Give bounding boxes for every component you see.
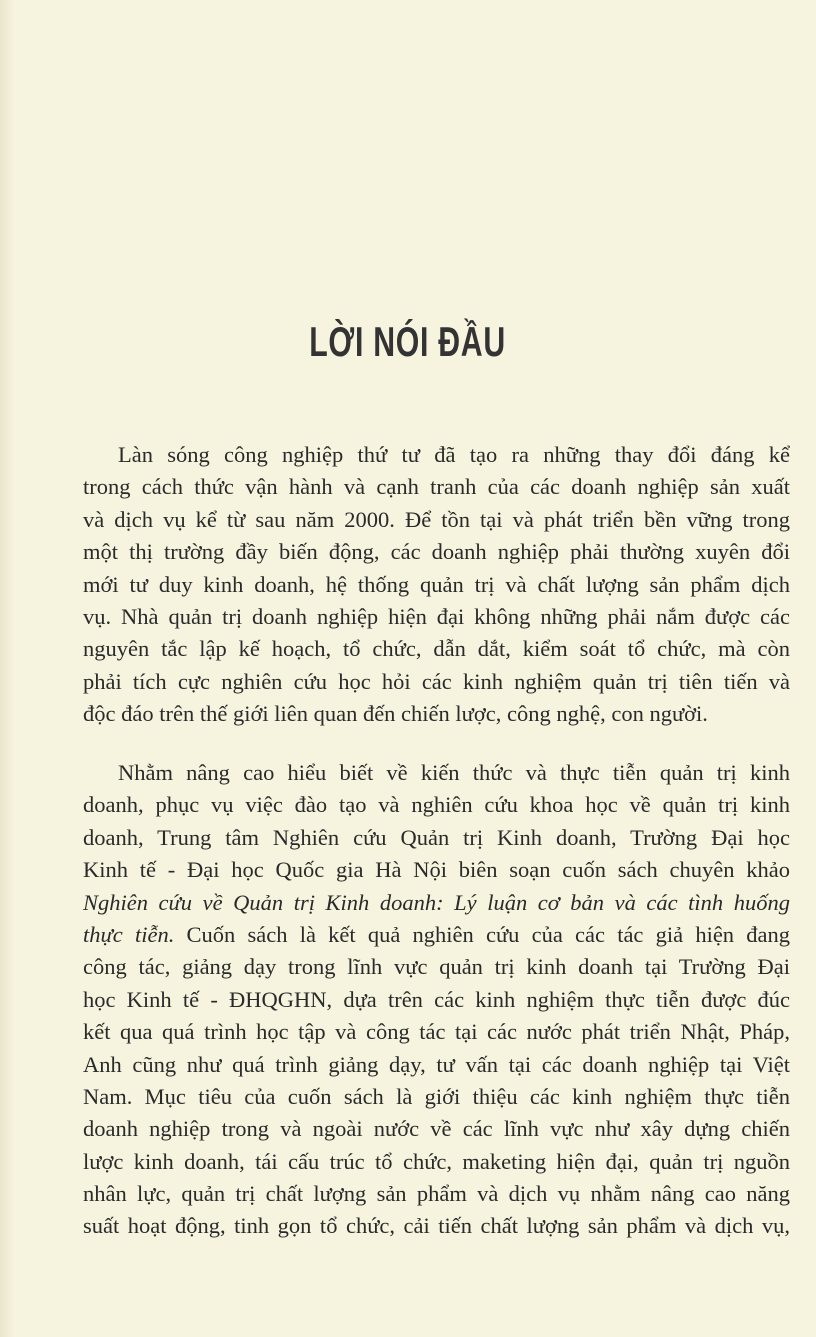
page-gutter-shadow [0, 0, 14, 1337]
text-line: suất hoạt động, tinh gọn tổ chức, cải tiến chất lượng sản phẩm và dịch vụ, [83, 1213, 790, 1239]
text-line: phải tích cực nghiên cứu học hỏi các kinh nghiệm quản trị tiên tiến và [83, 668, 790, 694]
text-line: công tác, giảng dạy trong lĩnh vực quản trị kinh doanh tại Trường Đại [83, 954, 790, 980]
text-line: nhân lực, quản trị chất lượng sản phẩm và dịch vụ nhằm nâng cao năng [83, 1181, 790, 1207]
text-line: doanh, phục vụ việc đào tạo và nghiên cứu khoa học về quản trị kinh [83, 792, 790, 818]
text-line: một thị trường đầy biến động, các doanh nghiệp phải thường xuyên đổi [83, 539, 790, 565]
text-line: Nam. Mục tiêu của cuốn sách là giới thiệu các kinh nghiệm thực tiễn [83, 1083, 790, 1109]
text-line: trong cách thức vận hành và cạnh tranh của các doanh nghiệp sản xuất [83, 474, 790, 500]
text-line: và dịch vụ kể từ sau năm 2000. Để tồn tại và phát triển bền vững trong [83, 506, 790, 532]
text-line: mới tư duy kinh doanh, hệ thống quản trị và chất lượng sản phẩm dịch [83, 571, 790, 597]
text-line: doanh nghiệp trong và ngoài nước về các lĩnh vực như xây dựng chiến [83, 1116, 790, 1142]
text-line: học Kinh tế - ĐHQGHN, dựa trên các kinh nghiệm thực tiễn được đúc [83, 986, 790, 1012]
text-line: thực tiễn. Cuốn sách là kết quả nghiên cứu của các tác giả hiện đang [83, 921, 791, 947]
text-line: Anh cũng như quá trình giảng dạy, tư vấn tại các doanh nghiệp tại Việt [83, 1051, 790, 1077]
text-line: doanh, Trung tâm Nghiên cứu Quản trị Kinh doanh, Trường Đại học [83, 824, 790, 850]
text-line: kết qua quá trình học tập và công tác tại các nước phát triển Nhật, Pháp, [83, 1019, 790, 1045]
text-line: Nhằm nâng cao hiểu biết về kiến thức và thực tiễn quản trị kinh [118, 760, 790, 785]
text-line: vụ. Nhà quản trị doanh nghiệp hiện đại không những phải nắm được các [83, 603, 790, 629]
text-line: nguyên tắc lập kế hoạch, tổ chức, dẫn dắt, kiểm soát tổ chức, mà còn [83, 636, 790, 662]
book-title-italic: Nghiên cứu về Quản trị Kinh doanh: Lý luận cơ bản và các tình huống [83, 889, 790, 915]
text-line [83, 887, 790, 919]
paragraph-1 [83, 439, 790, 731]
text-line: Làn sóng công nghiệp thứ tư đã tạo ra những thay đổi đáng kể [118, 442, 790, 467]
text-line: lược kinh doanh, tái cấu trúc tổ chức, maketing hiện đại, quản trị nguồn [83, 1148, 790, 1174]
book-title-italic: thực tiễn. [83, 921, 175, 947]
text-line: Kinh tế - Đại học Quốc gia Hà Nội biên soạn cuốn sách chuyên khảo [83, 857, 790, 883]
paragraph-2 [83, 757, 790, 1243]
page-title-text: LỜI NÓI ĐẦU [309, 318, 507, 365]
text-line: độc đáo trên thế giới liên quan đến chiến lược, công nghệ, con người. [83, 701, 708, 727]
page-title [0, 318, 816, 366]
